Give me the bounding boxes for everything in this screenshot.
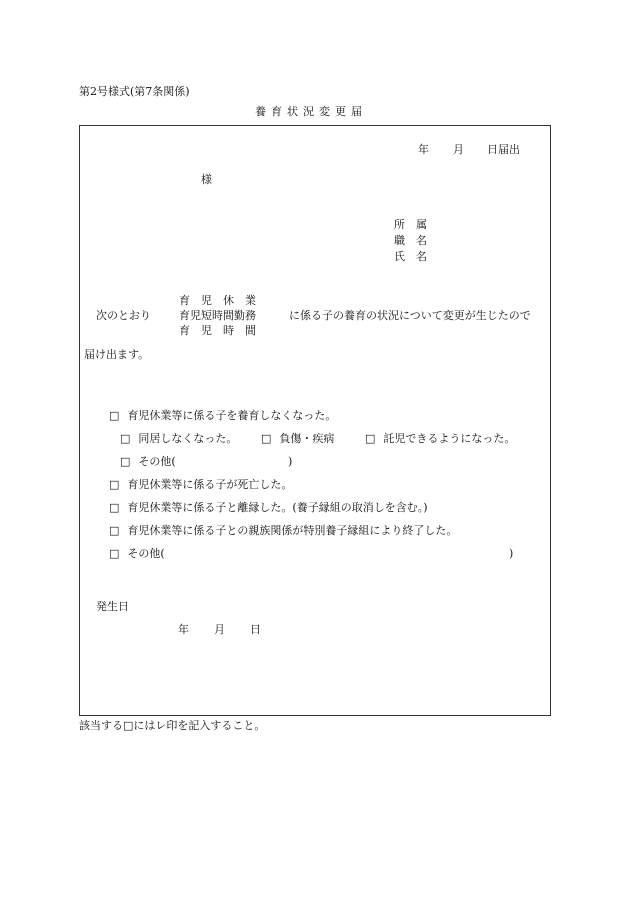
sub-other-close: ) — [288, 455, 293, 468]
option-no-longer-raising — [109, 410, 336, 421]
option-label: 託児できるようになった。 — [383, 432, 516, 445]
form-title: 養育状況変更届 — [255, 105, 367, 118]
option-other — [109, 548, 165, 559]
option-separated — [109, 502, 428, 513]
other-close: ) — [509, 547, 514, 560]
option-child-died — [109, 479, 292, 490]
occurrence-month: 月 — [214, 623, 225, 636]
name-label: 氏 名 — [394, 250, 427, 263]
option-label: 育児休業等に係る子と離縁した。(養子縁組の取消しを含む。) — [127, 501, 428, 514]
occurrence-day: 日 — [250, 623, 261, 636]
option-sub-other — [120, 456, 176, 467]
checkbox[interactable]: □ — [109, 409, 120, 422]
option-label: 育児休業等に係る子との親族関係が特別養子縁組により終了した。 — [127, 524, 458, 537]
checkbox[interactable]: □ — [261, 432, 272, 445]
checkbox[interactable]: □ — [109, 501, 120, 514]
position-label: 職 名 — [394, 234, 427, 247]
submission-month: 月 — [453, 143, 464, 156]
statement-text: に係る子の養育の状況について変更が生じたので — [289, 309, 531, 322]
form-number: 第2号様式(第7条関係) — [79, 85, 190, 98]
option-not-living-together — [120, 433, 237, 444]
other-input[interactable] — [172, 545, 502, 559]
option-label: 育児休業等に係る子を養育しなくなった。 — [127, 409, 337, 422]
option-special-adoption-ended — [109, 525, 457, 536]
option-label: 育児休業等に係る子が死亡した。 — [127, 478, 293, 491]
option-label: 負傷・疾病 — [279, 432, 335, 445]
occurrence-year: 年 — [178, 623, 189, 636]
option-childcare-available — [365, 433, 515, 444]
checkbox[interactable]: □ — [109, 478, 120, 491]
occurrence-label: 発生日 — [96, 600, 129, 613]
closing-text: 届け出ます。 — [84, 348, 150, 361]
option-label: 同居しなくなった。 — [138, 432, 238, 445]
submission-year: 年 — [418, 143, 429, 156]
option-label: その他( — [138, 455, 176, 468]
sub-other-input[interactable] — [183, 453, 283, 467]
leave-type-childcare-leave: 育 児 休 業 — [179, 294, 256, 307]
footnote: 該当する□にはレ印を記入すること。 — [79, 719, 266, 732]
intro-text: 次のとおり — [96, 309, 151, 322]
submission-day: 日届出 — [487, 143, 520, 156]
checkbox[interactable]: □ — [365, 432, 376, 445]
leave-type-short-hours: 育児短時間勤務 — [179, 309, 256, 322]
addressee-honorific: 様 — [201, 173, 212, 186]
checkbox[interactable]: □ — [109, 547, 120, 560]
option-injury-illness — [261, 433, 334, 444]
checkbox[interactable]: □ — [120, 432, 131, 445]
option-label: その他( — [127, 547, 165, 560]
leave-type-childcare-time: 育 児 時 間 — [179, 324, 256, 337]
checkbox[interactable]: □ — [120, 455, 131, 468]
affiliation-label: 所 属 — [394, 218, 427, 231]
checkbox[interactable]: □ — [109, 524, 120, 537]
